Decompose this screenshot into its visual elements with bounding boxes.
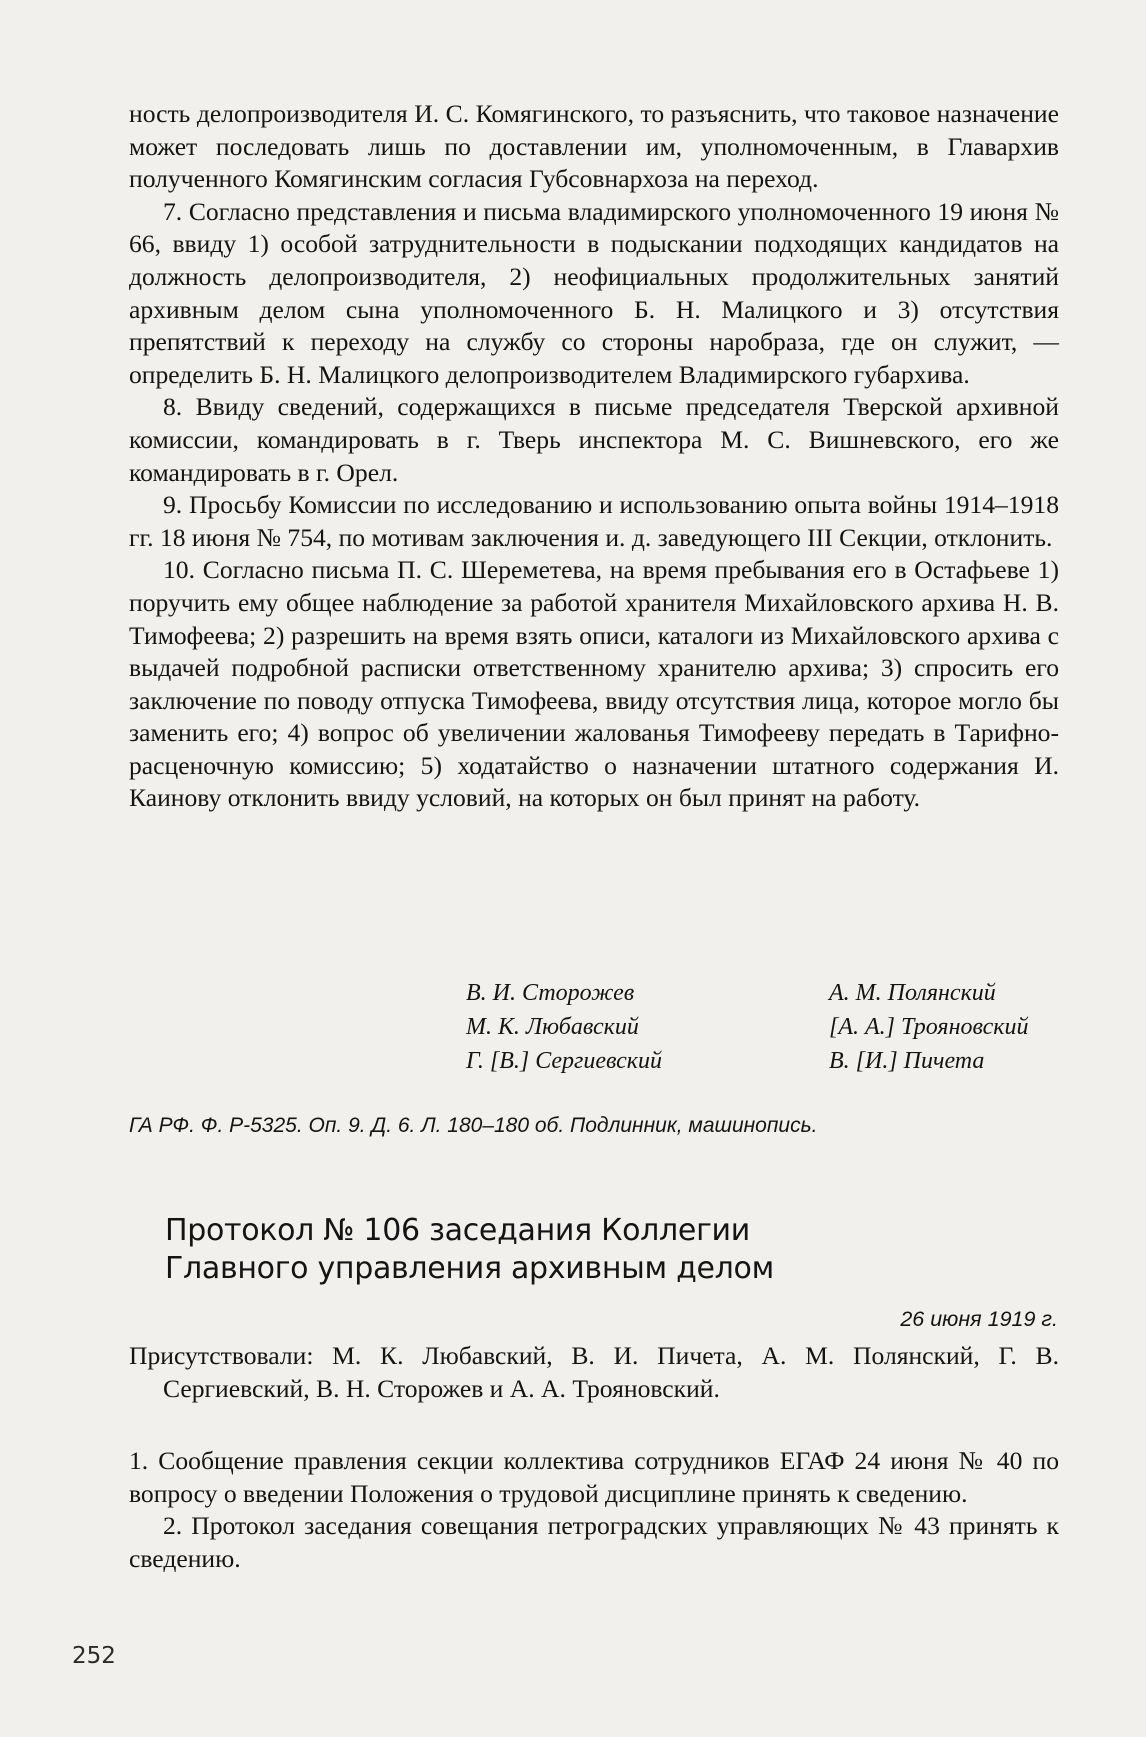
paragraph-item-9: 9. Просьбу Комиссии по исследованию и использованию опыта войны 1914–1918 гг. 18 июня № 754, по мотивам заключения и. д. заведующего III Секции, отклонить. bbox=[129, 490, 1059, 552]
attendance bbox=[129, 1340, 1059, 1405]
protocol-date: 26 июня 1919 г. bbox=[900, 1307, 1058, 1331]
protocol-heading bbox=[165, 1212, 774, 1288]
signature-left-3: Г. [В.] Сергиевский bbox=[466, 1048, 663, 1074]
protocol-title-line-1: Протокол № 106 заседания Коллегии bbox=[165, 1213, 750, 1248]
body-text bbox=[129, 98, 1059, 815]
protocol-item-2: 2. Протокол заседания совещания петроградских управляющих № 43 принять к сведению. bbox=[129, 1511, 1059, 1573]
paragraph-continuation: ность делопроизводителя И. С. Комягинского, то разъяснить, что таковое назначение может последовать лишь по доставлении им, уполномоченным, в Главархив полученного Комягинским согласия Губсовнархоза на переход. bbox=[129, 99, 1059, 194]
paragraph-item-7: 7. Согласно представления и письма владимирского уполномоченного 19 июня № 66, ввиду 1) особой затруднительности в подыскании подходящих кандидатов на должность делопроизводителя, 2) неофициальных продолжительных занятий архивным делом сына уполномоченного Б. Н. Малицкого и 3) отсутствия препятствий к переходу на службу со стороны наробраза, где он служит, — определить Б. Н. Малицкого делопроизводителем Владимирского губархива. bbox=[129, 196, 1059, 389]
signature-right-2: [А. А.] Трояновский bbox=[829, 1014, 1029, 1040]
signature-right-3: В. [И.] Пичета bbox=[829, 1048, 985, 1074]
page-number: 252 bbox=[72, 1643, 116, 1669]
signature-right-1: А. М. Полянский bbox=[829, 980, 996, 1006]
protocol-title-line-2: Главного управления архивным делом bbox=[165, 1251, 774, 1286]
present-list: Присутствовали: М. К. Любавский, В. И. Пичета, А. М. Полянский, Г. В. Сергиевский, В. Н. Сторожев и А. А. Трояновский. bbox=[129, 1341, 1059, 1403]
archival-source-reference: ГА РФ. Ф. Р-5325. Оп. 9. Д. 6. Л. 180–180 об. Подлинник, машинопись. bbox=[129, 1114, 818, 1137]
paragraph-item-10: 10. Согласно письма П. С. Шереметева, на время пребывания его в Остафьеве 1) поручить ему общее наблюдение за работой хранителя Михайловского архива Н. В. Тимофеева; 2) разрешить на время взять описи, каталоги из Михайловского архива с выдачей подробной расписки ответственному хранителю архива; 3) спросить его заключение по поводу отпуска Тимофеева, ввиду отсутствия лица, которое могло бы заменить его; 4) вопрос об увеличении жалованья Тимофееву передать в Тарифно-расценочную комиссию; 5) ходатайство о назначении штатного содержания И. Каинову отклонить ввиду условий, на которых он был принят на работу. bbox=[129, 555, 1059, 813]
protocol-items bbox=[129, 1445, 1059, 1575]
signature-left-2: М. К. Любавский bbox=[466, 1014, 639, 1040]
paragraph-item-8: 8. Ввиду сведений, содержащихся в письме председателя Тверской архивной комиссии, командировать в г. Тверь инспектора М. С. Вишневского, его же командировать в г. Орел. bbox=[129, 392, 1059, 487]
signature-left-1: В. И. Сторожев bbox=[466, 980, 635, 1006]
protocol-item-1: 1. Сообщение правления секции коллектива сотрудников ЕГАФ 24 июня № 40 по вопросу о введении Положения о трудовой дисциплине принять к сведению. bbox=[129, 1446, 1059, 1508]
